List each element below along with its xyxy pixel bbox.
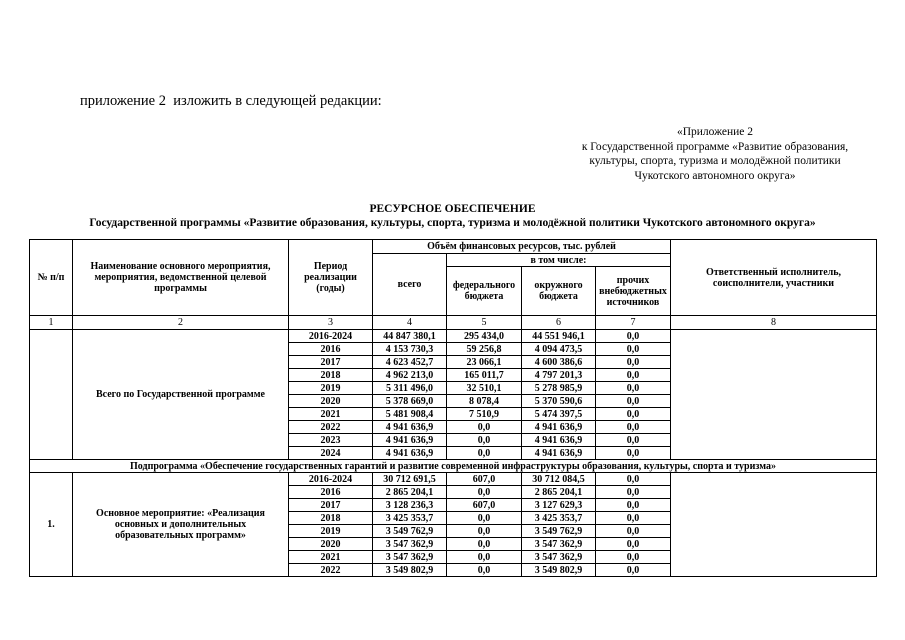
period-cell: 2018 [289, 369, 373, 382]
federal-cell: 0,0 [447, 512, 522, 525]
table-row [30, 330, 877, 343]
column-number: 4 [373, 316, 447, 330]
federal-cell: 0,0 [447, 447, 522, 460]
total-cell: 2 865 204,1 [373, 486, 447, 499]
header-federal: федерального бюджета [447, 267, 522, 316]
other-cell: 0,0 [596, 330, 671, 343]
column-number: 5 [447, 316, 522, 330]
district-cell: 4 941 636,9 [522, 434, 596, 447]
period-cell: 2020 [289, 538, 373, 551]
header-district: окружного бюджета [522, 267, 596, 316]
table-row [30, 473, 877, 486]
header-other: прочих внебюджетных источников [596, 267, 671, 316]
column-number: 2 [73, 316, 289, 330]
total-cell: 3 128 236,3 [373, 499, 447, 512]
other-cell: 0,0 [596, 525, 671, 538]
federal-cell: 59 256,8 [447, 343, 522, 356]
federal-cell: 0,0 [447, 538, 522, 551]
total-cell: 5 311 496,0 [373, 382, 447, 395]
other-cell: 0,0 [596, 408, 671, 421]
other-cell: 0,0 [596, 486, 671, 499]
title-line-1: РЕСУРСНОЕ ОБЕСПЕЧЕНИЕ [369, 203, 536, 215]
total-cell: 5 378 669,0 [373, 395, 447, 408]
period-cell: 2016-2024 [289, 473, 373, 486]
other-cell: 0,0 [596, 382, 671, 395]
total-cell: 5 481 908,4 [373, 408, 447, 421]
other-cell: 0,0 [596, 421, 671, 434]
header-volume: Объём финансовых ресурсов, тыс. рублей [373, 240, 671, 254]
district-cell: 3 549 802,9 [522, 564, 596, 577]
column-number: 7 [596, 316, 671, 330]
total-cell: 3 549 762,9 [373, 525, 447, 538]
measure-number: 1. [30, 473, 73, 577]
header-total: всего [373, 254, 447, 316]
measure-name: Основное мероприятие: «Реализация основных и дополнительных образовательных программ» [73, 473, 289, 577]
total-cell: 3 547 362,9 [373, 551, 447, 564]
header-num: № п/п [30, 240, 73, 316]
appendix-line: Чукотского автономного округа» [634, 169, 796, 182]
total-cell: 3 549 802,9 [373, 564, 447, 577]
federal-cell: 165 011,7 [447, 369, 522, 382]
total-cell: 4 941 636,9 [373, 421, 447, 434]
federal-cell: 8 078,4 [447, 395, 522, 408]
district-cell: 4 600 386,6 [522, 356, 596, 369]
header-period: Период реализации (годы) [289, 240, 373, 316]
federal-cell: 0,0 [447, 421, 522, 434]
other-cell: 0,0 [596, 551, 671, 564]
federal-cell: 0,0 [447, 551, 522, 564]
period-cell: 2024 [289, 447, 373, 460]
period-cell: 2019 [289, 525, 373, 538]
federal-cell: 0,0 [447, 434, 522, 447]
district-cell: 2 865 204,1 [522, 486, 596, 499]
total-cell: 4 623 452,7 [373, 356, 447, 369]
other-cell: 0,0 [596, 473, 671, 486]
appendix-note [540, 125, 890, 183]
other-cell: 0,0 [596, 395, 671, 408]
district-cell: 3 127 629,3 [522, 499, 596, 512]
district-cell: 5 370 590,6 [522, 395, 596, 408]
district-cell: 3 547 362,9 [522, 551, 596, 564]
period-cell: 2019 [289, 382, 373, 395]
total-cell: 44 847 380,1 [373, 330, 447, 343]
appendix-line: культуры, спорта, туризма и молодёжной политики [589, 155, 841, 167]
federal-cell: 607,0 [447, 499, 522, 512]
total-cell: 3 547 362,9 [373, 538, 447, 551]
federal-cell: 32 510,1 [447, 382, 522, 395]
district-cell: 4 797 201,3 [522, 369, 596, 382]
row-number-cell [30, 330, 73, 460]
period-cell: 2021 [289, 551, 373, 564]
other-cell: 0,0 [596, 499, 671, 512]
column-number: 3 [289, 316, 373, 330]
federal-cell: 7 510,9 [447, 408, 522, 421]
period-cell: 2016 [289, 486, 373, 499]
resource-table [29, 239, 877, 577]
period-cell: 2021 [289, 408, 373, 421]
header-including: в том числе: [447, 254, 671, 267]
appendix-line: «Приложение 2 [676, 126, 754, 138]
district-cell: 5 278 985,9 [522, 382, 596, 395]
period-cell: 2016 [289, 343, 373, 356]
period-cell: 2017 [289, 499, 373, 512]
district-cell: 4 941 636,9 [522, 421, 596, 434]
district-cell: 3 547 362,9 [522, 538, 596, 551]
column-number: 8 [671, 316, 877, 330]
federal-cell: 607,0 [447, 473, 522, 486]
district-cell: 4 094 473,5 [522, 343, 596, 356]
other-cell: 0,0 [596, 447, 671, 460]
subprogram-row [30, 460, 877, 473]
period-cell: 2016-2024 [289, 330, 373, 343]
federal-cell: 295 434,0 [447, 330, 522, 343]
total-cell: 4 941 636,9 [373, 447, 447, 460]
other-cell: 0,0 [596, 369, 671, 382]
district-cell: 4 941 636,9 [522, 447, 596, 460]
period-cell: 2022 [289, 421, 373, 434]
title-line-2: Государственной программы «Развитие образования, культуры, спорта, туризма и молодёжной политики Чукотского автономного округа» [89, 217, 816, 229]
total-cell: 30 712 691,5 [373, 473, 447, 486]
appendix-line: к Государственной программе «Развитие образования, [581, 140, 849, 153]
other-cell: 0,0 [596, 356, 671, 369]
district-cell: 3 425 353,7 [522, 512, 596, 525]
period-cell: 2020 [289, 395, 373, 408]
total-cell: 4 941 636,9 [373, 434, 447, 447]
period-cell: 2018 [289, 512, 373, 525]
district-cell: 30 712 084,5 [522, 473, 596, 486]
federal-cell: 0,0 [447, 564, 522, 577]
period-cell: 2022 [289, 564, 373, 577]
column-number: 6 [522, 316, 596, 330]
total-cell: 4 962 213,0 [373, 369, 447, 382]
intro-text: приложение 2 изложить в следующей редакции: [80, 93, 382, 109]
executor-cell [671, 330, 877, 460]
executor-cell [671, 473, 877, 577]
period-cell: 2023 [289, 434, 373, 447]
district-cell: 44 551 946,1 [522, 330, 596, 343]
total-cell: 4 153 730,3 [373, 343, 447, 356]
other-cell: 0,0 [596, 343, 671, 356]
federal-cell: 0,0 [447, 525, 522, 538]
other-cell: 0,0 [596, 564, 671, 577]
program-total-name: Всего по Государственной программе [73, 330, 289, 460]
other-cell: 0,0 [596, 512, 671, 525]
federal-cell: 23 066,1 [447, 356, 522, 369]
header-name: Наименование основного мероприятия, мероприятия, ведомственной целевой программы [73, 240, 289, 316]
total-cell: 3 425 353,7 [373, 512, 447, 525]
other-cell: 0,0 [596, 434, 671, 447]
document-title [0, 202, 905, 230]
column-numbers-row [30, 316, 877, 330]
header-executor: Ответственный исполнитель, соисполнители, участники [671, 240, 877, 316]
subprogram-title: Подпрограмма «Обеспечение государственных гарантий и развитие современной инфраструктуры образования, культуры, спорта и туризма» [30, 460, 877, 473]
other-cell: 0,0 [596, 538, 671, 551]
federal-cell: 0,0 [447, 486, 522, 499]
column-number: 1 [30, 316, 73, 330]
district-cell: 5 474 397,5 [522, 408, 596, 421]
period-cell: 2017 [289, 356, 373, 369]
district-cell: 3 549 762,9 [522, 525, 596, 538]
